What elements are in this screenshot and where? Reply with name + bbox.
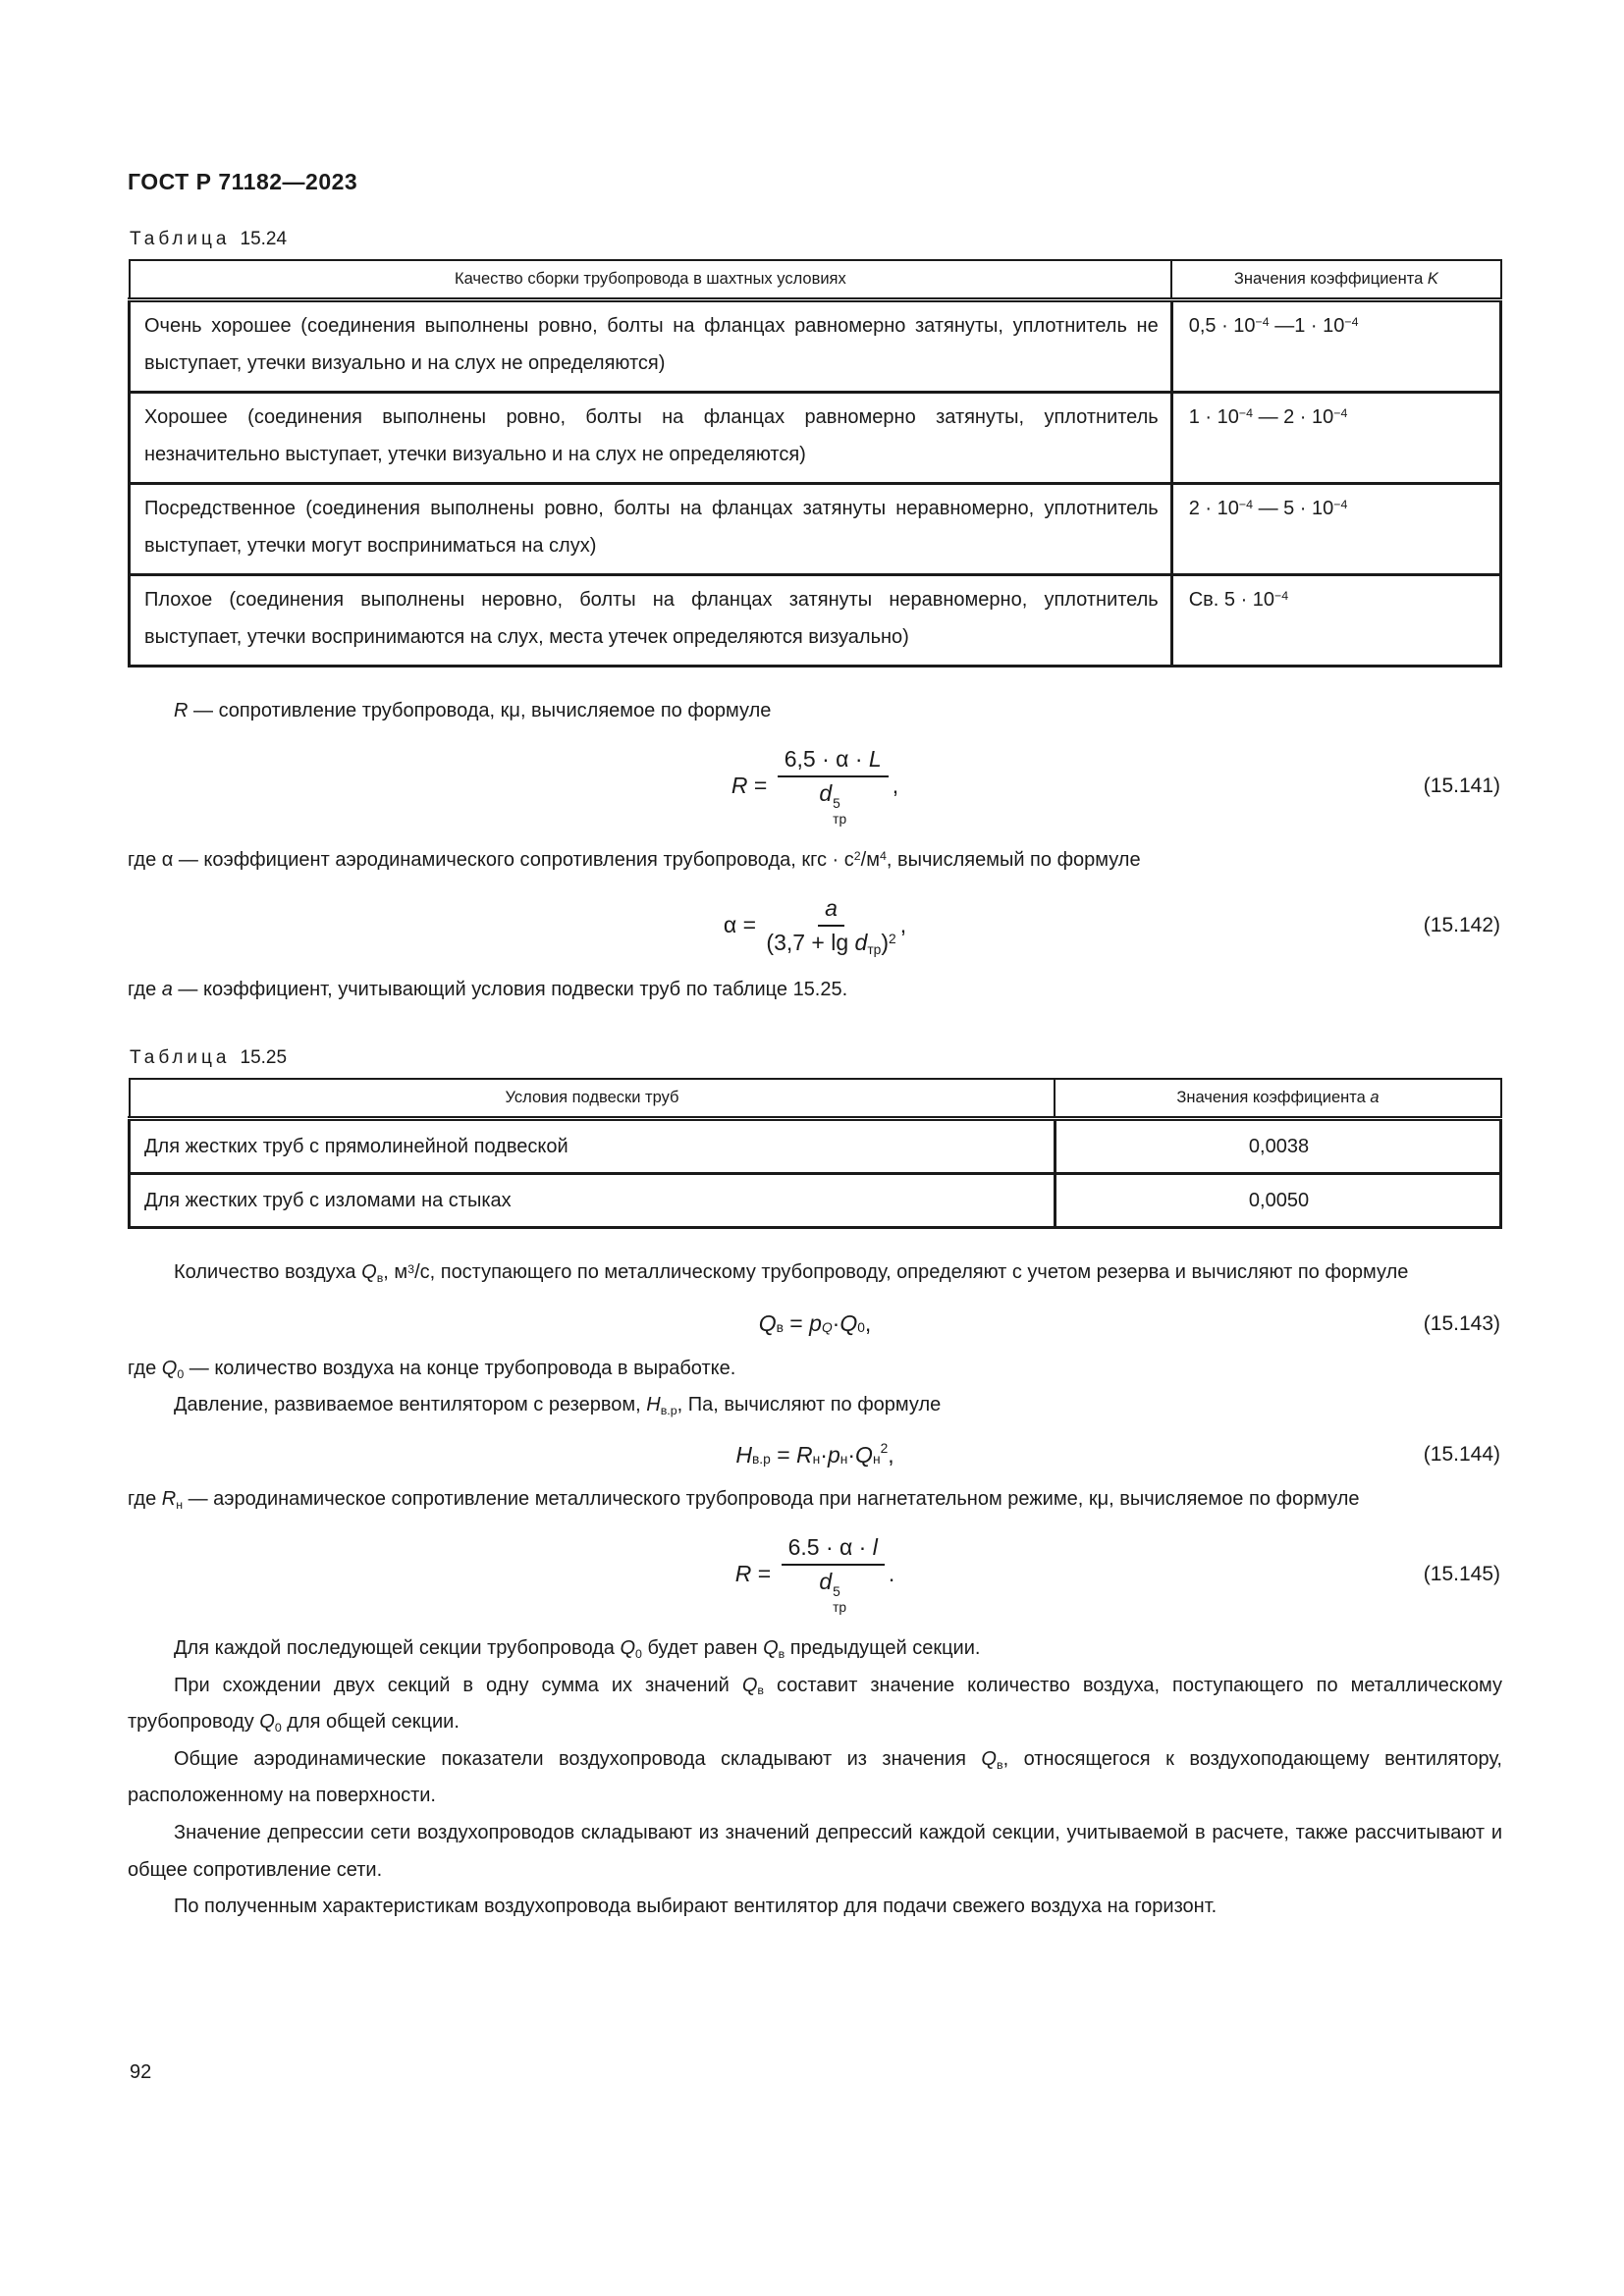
table-caption-label: Таблица [130,229,231,249]
formula-15-142 [128,895,1502,956]
table-header-row [130,260,1501,300]
formula-number: (15.143) [1423,1311,1500,1335]
table-row [130,1174,1501,1228]
paragraph-depression: Значение депрессии сети воздухопроводов складывают из значений депрессий каждой секции, учитываемой в расчете, также рассчитывают и общее сопротивление сети. [128,1822,1502,1881]
table-row [130,300,1501,393]
formula-equation: α = $\frac{a}{(3,7 + \lg dтр)^2}$ , [723,894,907,957]
paragraph-alpha-def: где α — коэффициент аэродинамического сопротивления трубопровода, кгс · $с^2/м^4$, вычисляемый по формуле [128,849,1141,872]
page-number: 92 [130,2061,152,2083]
table-row [130,484,1501,575]
value-cell: 0,0038 [1055,1119,1500,1174]
formula-equation: R = 6.5 · α · l d 5 тр . [734,1533,895,1615]
table-15-24-col1-header: Качество сборки трубопровода в шахтных условиях [130,260,1172,300]
table-15-25-col2-header: Значения коэффициента a [1055,1079,1500,1119]
paragraph-rn-def: где Rн — аэродинамическое сопротивление металлического трубопровода при нагнетательном режиме, кμ, вычисляемое по формуле [128,1488,1360,1512]
table-header-row [130,1079,1501,1119]
paragraph-general-indicators: Общие аэродинамические показатели воздухопровода складывают из значения Qв, относящегося к воздухоподающему вентилятору, расположенному на поверхности. [128,1747,1502,1807]
formula-equation: Q в = p Q · Q 0 , [758,1310,872,1337]
formula-15-141 [128,746,1502,827]
formula-15-143 [128,1300,1502,1349]
table-15-25-col1-header: Условия подвески труб [130,1079,1056,1119]
paragraph-air-quantity: Количество воздуха Qв, $м^3/с$, поступающего по металлическому трубопроводу, определяют с учетом резерва и вычисляют по формуле [174,1261,1409,1285]
formula-number: (15.142) [1423,913,1500,936]
table-15-24-caption [130,229,1502,250]
table-15-24 [128,259,1502,667]
condition-cell: Для жестких труб с изломами на стыках [130,1174,1056,1228]
paragraph-resistance-def: R — сопротивление трубопровода, кμ, вычисляемое по формуле [174,700,772,721]
paragraph-a-def: где a — коэффициент, учитывающий условия подвески труб по таблице 15.25. [128,978,848,1000]
table-row [130,1119,1501,1174]
table-caption-number: 15.25 [240,1047,288,1069]
formula-number: (15.145) [1423,1562,1500,1585]
formula-equation: R = 6,5 · α · L d 5 тр , [731,745,899,827]
quality-cell: Хорошее (соединения выполнены ровно, болты на фланцах равномерно затянуты, уплотнитель незначительно выступает, утечки визуально и на слух не определяются) [130,393,1172,484]
quality-cell: Плохое (соединения выполнены неровно, болты на фланцах затянуты неравномерно, уплотнитель выступает, утечки воспринимаются на слух, места утечек определяются визуально) [130,575,1172,667]
quality-cell: Посредственное (соединения выполнены ровно, болты на фланцах затянуты неравномерно, уплотнитель выступает, утечки могут восприниматься на слух) [130,484,1172,575]
formula-15-144 [128,1430,1502,1479]
coefficient-cell: $1 \cdot 10^{-4}$ — $2 \cdot 10^{-4}$ [1171,393,1500,484]
table-caption-number: 15.24 [240,229,288,249]
formula-number: (15.144) [1423,1443,1500,1467]
coefficient-cell: $2 \cdot 10^{-4}$ — $5 \cdot 10^{-4}$ [1171,484,1500,575]
paragraph-two-sections: При схождении двух секций в одну сумма их значений Qв составит значение количество воздуха, поступающего по металлическому трубопроводу Q0 для общей секции. [128,1674,1502,1735]
paragraph-q0-def: где Q0 — количество воздуха на конце трубопровода в выработке. [128,1357,736,1381]
paragraph-fan-selection: По полученным характеристикам воздухопровода выбирают вентилятор для подачи свежего воздуха на горизонт. [174,1896,1218,1918]
table-caption-label: Таблица [130,1047,231,1069]
paragraph-pressure: Давление, развиваемое вентилятором с резервом, Hв.р, Па, вычисляют по формуле [174,1394,942,1418]
document-title: ГОСТ Р 71182—2023 [128,169,358,194]
condition-cell: Для жестких труб с прямолинейной подвеской [130,1119,1056,1174]
table-15-25-caption [130,1047,1502,1069]
table-row [130,575,1501,667]
formula-15-145 [128,1534,1502,1615]
formula-equation: H в.р = R н · p н · Q н 2 , [735,1441,894,1468]
paragraph-next-section: Для каждой последующей секции трубопровода Q0 будет равен Qв предыдущей секции. [174,1637,981,1661]
coefficient-cell: Св. $5 \cdot 10^{-4}$ [1171,575,1500,667]
table-15-25 [128,1078,1502,1229]
quality-cell: Очень хорошее (соединения выполнены ровно, болты на фланцах равномерно затянуты, уплотнитель не выступает, утечки визуально и на слух не определяются) [130,300,1172,393]
table-15-24-col2-header: Значения коэффициента K [1171,260,1500,300]
table-row [130,393,1501,484]
value-cell: 0,0050 [1055,1174,1500,1228]
formula-number: (15.141) [1423,774,1500,797]
coefficient-cell: $0,5 \cdot 10^{-4}$ —1 · $10^{-4}$ [1171,300,1500,393]
